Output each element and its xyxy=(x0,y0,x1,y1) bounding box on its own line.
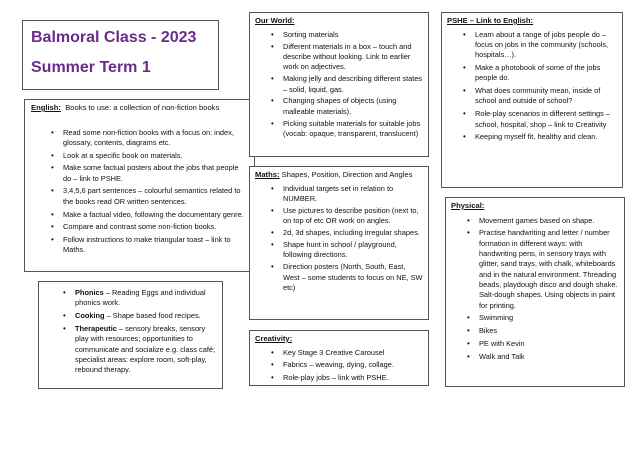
english-list xyxy=(31,128,248,256)
list-item: • Movement games based on shape. xyxy=(479,216,619,226)
class-title: Balmoral Class - 2023 xyxy=(31,29,197,46)
maths-heading: Maths: xyxy=(255,170,280,179)
list-item: • Different materials in a box – touch and describe without looking. Link to earlier work on adjectives. xyxy=(283,42,423,73)
cooking-label: Cooking xyxy=(75,311,105,321)
english-box xyxy=(24,99,255,272)
list-item: • Look at a specific book on materials. xyxy=(63,151,248,161)
list-item: • PE with Kevin xyxy=(479,339,619,349)
list-item: • Follow instructions to make triangular toast – link to Maths. xyxy=(63,235,248,256)
our-world-header xyxy=(255,16,423,27)
list-item: • Making jelly and describing different states – solid, liquid, gas. xyxy=(283,74,423,95)
list-item: • Walk and Talk xyxy=(479,352,619,362)
english-intro: Books to use: a collection of non-fiction books xyxy=(65,103,220,112)
creativity-list xyxy=(255,348,423,384)
list-item: • Compare and contrast some non-fiction books. xyxy=(63,222,248,232)
list-item: • Picking suitable materials for suitable jobs (vocab: opaque, transparent, translucent) xyxy=(283,119,423,140)
list-item: • Sorting materials xyxy=(283,30,423,40)
therapeutic-label: Therapeutic xyxy=(75,323,117,333)
our-world-box xyxy=(249,12,429,157)
list-item xyxy=(75,311,216,321)
activities-list xyxy=(45,288,216,376)
creativity-box xyxy=(249,330,429,386)
list-item: • Individual targets set in relation to NUMBER. xyxy=(283,184,423,205)
physical-header xyxy=(451,201,619,212)
list-item xyxy=(75,288,216,309)
list-item: • Use pictures to describe position (next to, on top of etc OR work on angles. xyxy=(283,206,423,227)
phonics-text: – Reading Eggs and individual phonics work. xyxy=(75,288,206,308)
list-item: • Make some factual posters about the jobs that people do – link to PSHE. xyxy=(63,163,248,184)
list-item: • Direction posters (North, South, East, West – some students to focus on NE, SW etc) xyxy=(283,262,423,293)
physical-box xyxy=(445,197,625,387)
list-item: • Practise handwriting and letter / number formation in different ways: with handwriting pens, in sensory trays with glitter, sand trays, with chalk, whiteboards and in the natural environment. Threading beads, playdough disco and dough shake. Salt-dough shapes. Using objects in paint for printing. xyxy=(479,228,619,311)
list-item: • What does community mean, inside of school and outside of school? xyxy=(475,86,617,107)
maths-header xyxy=(255,170,423,181)
our-world-heading: Our World: xyxy=(255,16,295,25)
list-item: • 3,4,5,6 part sentences – colourful semantics related to the books read OR written sentences. xyxy=(63,186,248,207)
list-item: • Bikes xyxy=(479,326,619,336)
term-title: Summer Term 1 xyxy=(31,59,151,76)
english-header xyxy=(31,103,248,114)
list-item: • Make a factual video, following the documentary genre. xyxy=(63,210,248,220)
creativity-header xyxy=(255,334,423,345)
pshe-list xyxy=(447,30,617,143)
list-item: • Key Stage 3 Creative Carousel xyxy=(283,348,423,358)
maths-intro: Shapes, Position, Direction and Angles xyxy=(281,170,413,179)
cooking-text: – Shape based food recipes. xyxy=(104,311,201,321)
list-item: • Fabrics – weaving, dying, collage. xyxy=(283,360,423,370)
pshe-box xyxy=(441,12,623,188)
phonics-label: Phonics xyxy=(75,288,104,297)
creativity-heading: Creativity: xyxy=(255,334,293,343)
title-box xyxy=(22,20,219,90)
list-item: • Shape hunt in school / playground, following directions. xyxy=(283,240,423,261)
list-item: • Changing shapes of objects (using malleable materials). xyxy=(283,96,423,117)
list-item: • Swimming xyxy=(479,313,619,323)
physical-list xyxy=(451,216,619,362)
pshe-header xyxy=(447,16,617,27)
list-item: • Keeping myself fit, healthy and clean. xyxy=(475,132,617,142)
english-heading: English: xyxy=(31,103,61,112)
pshe-heading: PSHE – Link to English: xyxy=(447,16,534,25)
maths-list xyxy=(255,184,423,294)
list-item: • Make a photobook of some of the jobs people do. xyxy=(475,63,617,84)
list-item: • Role-play jobs – link with PSHE. xyxy=(283,373,423,383)
list-item xyxy=(75,324,216,376)
list-item: • Role-play scenarios in different settings – school, hospital, shop – link to Creativity xyxy=(475,109,617,130)
physical-heading: Physical: xyxy=(451,201,485,210)
list-item: • 2d, 3d shapes, including irregular shapes. xyxy=(283,228,423,238)
therapeutic-text: – sensory breaks, sensory play with resources; opportunities to communicate and socialize e.g. class café; specialist areas: explore room, soft-play, rebound therapy. xyxy=(75,323,216,375)
list-item: • Learn about a range of jobs people do – focus on jobs in the community (schools, hospitals…). xyxy=(475,30,617,61)
list-item: • Read some non-fiction books with a focus on: index, glossary, contents, diagrams etc. xyxy=(63,128,248,149)
our-world-list xyxy=(255,30,423,140)
maths-box xyxy=(249,166,429,320)
activities-box xyxy=(38,281,223,389)
